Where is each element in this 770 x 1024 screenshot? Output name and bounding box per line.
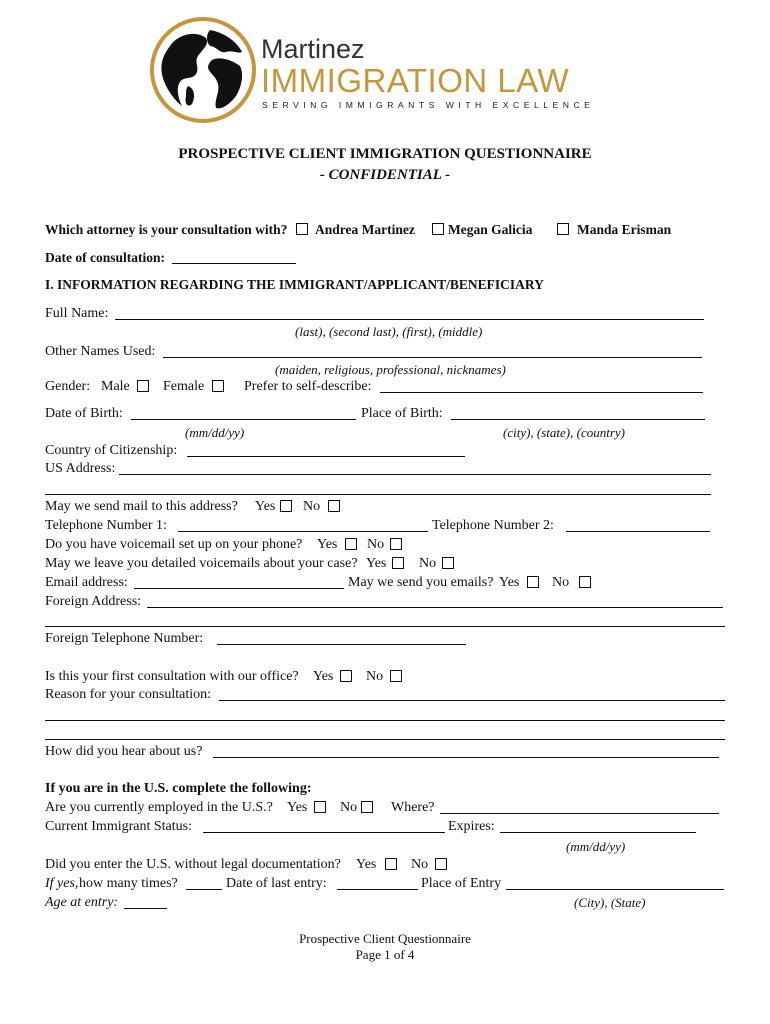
send-mail-label: May we send mail to this address?: [45, 499, 238, 514]
full-name-label: Full Name:: [45, 306, 109, 321]
entered-no-label: No: [411, 857, 429, 872]
attorney-manda-checkbox[interactable]: [557, 223, 569, 235]
leave-voicemail-no-checkbox[interactable]: [442, 557, 454, 569]
leave-voicemail-yes-label: Yes: [366, 556, 387, 571]
status-label: Current Immigrant Status:: [45, 819, 192, 834]
full-name-hint: (last), (second last), (first), (middle): [295, 324, 483, 339]
reason-field-line3[interactable]: [45, 739, 725, 740]
consultation-date-label: Date of consultation:: [45, 250, 165, 265]
place-entry-field[interactable]: [506, 889, 724, 890]
age-entry-field[interactable]: [124, 908, 167, 909]
leave-voicemail-label: May we leave you detailed voicemails about your case?: [45, 556, 358, 571]
citizenship-field[interactable]: [187, 456, 465, 457]
footer-page-number: Page 1 of 4: [355, 947, 415, 962]
voicemail-no-checkbox[interactable]: [390, 538, 402, 550]
leave-voicemail-no-label: No: [419, 556, 437, 571]
attorney-megan-label: Megan Galicia: [448, 222, 533, 237]
other-names-label: Other Names Used:: [45, 344, 156, 359]
send-mail-yes-checkbox[interactable]: [280, 500, 292, 512]
foreign-phone-field[interactable]: [217, 644, 466, 645]
if-yes-label: If yes,: [45, 876, 79, 891]
attorney-question: Which attorney is your consultation with?: [45, 222, 288, 237]
other-names-field[interactable]: [163, 357, 702, 358]
expires-field[interactable]: [500, 832, 696, 833]
gender-male-checkbox[interactable]: [137, 380, 149, 392]
attorney-andrea-checkbox[interactable]: [296, 223, 308, 235]
employed-yes-label: Yes: [287, 800, 308, 815]
employed-no-label: No: [340, 800, 358, 815]
page-title: PROSPECTIVE CLIENT IMMIGRATION QUESTIONNAIRE: [178, 146, 592, 162]
voicemail-label: Do you have voicemail set up on your phone?: [45, 537, 303, 552]
email-question-label: May we send you emails?: [348, 575, 494, 590]
first-consult-yes-label: Yes: [313, 669, 334, 684]
expires-hint: (mm/dd/yy): [566, 839, 626, 854]
how-many-label: how many times?: [79, 876, 178, 891]
pob-hint: (city), (state), (country): [503, 425, 626, 440]
page-subtitle: - CONFIDENTIAL -: [319, 167, 451, 183]
gender-female-checkbox[interactable]: [212, 380, 224, 392]
email-field[interactable]: [134, 588, 344, 589]
hear-field[interactable]: [213, 757, 719, 758]
hear-label: How did you hear about us?: [45, 744, 203, 759]
entered-label: Did you enter the U.S. without legal documentation?: [45, 857, 341, 872]
entered-no-checkbox[interactable]: [435, 858, 447, 870]
entered-yes-checkbox[interactable]: [385, 858, 397, 870]
email-yes-checkbox[interactable]: [527, 576, 539, 588]
pob-field[interactable]: [451, 419, 705, 420]
last-entry-field[interactable]: [337, 889, 418, 890]
dob-label: Date of Birth:: [45, 406, 123, 421]
foreign-address-field-line2[interactable]: [45, 626, 725, 627]
reason-field[interactable]: [219, 700, 725, 701]
logo-name: Martinez: [261, 34, 365, 64]
first-consult-no-label: No: [366, 669, 384, 684]
dob-field[interactable]: [131, 419, 356, 420]
employed-label: Are you currently employed in the U.S.?: [45, 800, 273, 815]
attorney-andrea-label: Andrea Martinez: [315, 222, 415, 237]
full-name-field[interactable]: [115, 319, 704, 320]
gender-self-describe-label: Prefer to self-describe:: [244, 379, 372, 394]
us-address-field-line2[interactable]: [45, 494, 711, 495]
expires-label: Expires:: [448, 819, 495, 834]
entered-yes-label: Yes: [356, 857, 377, 872]
age-entry-label: Age at entry:: [45, 895, 119, 910]
leave-voicemail-yes-checkbox[interactable]: [392, 557, 404, 569]
first-consult-no-checkbox[interactable]: [390, 670, 402, 682]
last-entry-label: Date of last entry:: [226, 876, 327, 891]
footer-title: Prospective Client Questionnaire: [299, 931, 471, 946]
phone1-field[interactable]: [178, 531, 428, 532]
email-label: Email address:: [45, 575, 128, 590]
phone2-label: Telephone Number 2:: [432, 518, 554, 533]
section-heading: I. INFORMATION REGARDING THE IMMIGRANT/APPLICANT/BENEFICIARY: [45, 277, 544, 292]
pob-label: Place of Birth:: [361, 406, 443, 421]
globe-icon: [148, 16, 258, 124]
email-yes-label: Yes: [499, 575, 520, 590]
foreign-address-field[interactable]: [147, 607, 723, 608]
phone2-field[interactable]: [566, 531, 710, 532]
consultation-date-field[interactable]: [172, 263, 296, 264]
place-entry-label: Place of Entry: [421, 876, 502, 891]
employed-where-label: Where?: [391, 800, 435, 815]
us-address-label: US Address:: [45, 461, 116, 476]
phone1-label: Telephone Number 1:: [45, 518, 167, 533]
logo-tagline: SERVING IMMIGRANTS WITH EXCELLENCE: [262, 100, 595, 110]
employed-no-checkbox[interactable]: [361, 801, 373, 813]
reason-label: Reason for your consultation:: [45, 687, 212, 702]
voicemail-yes-label: Yes: [317, 537, 338, 552]
employed-where-field[interactable]: [440, 813, 719, 814]
gender-self-describe-field[interactable]: [380, 392, 703, 393]
send-mail-no-label: No: [303, 499, 321, 514]
other-names-hint: (maiden, religious, professional, nicknames): [275, 362, 506, 377]
first-consult-label: Is this your first consultation with our office?: [45, 669, 299, 684]
gender-label: Gender:: [45, 379, 91, 394]
us-section-heading: If you are in the U.S. complete the following:: [45, 781, 312, 796]
place-entry-hint: (City), (State): [574, 895, 646, 910]
voicemail-no-label: No: [367, 537, 385, 552]
email-no-checkbox[interactable]: [579, 576, 591, 588]
gender-female-label: Female: [163, 379, 205, 394]
status-field[interactable]: [203, 832, 445, 833]
email-no-label: No: [552, 575, 570, 590]
first-consult-yes-checkbox[interactable]: [340, 670, 352, 682]
attorney-megan-checkbox[interactable]: [432, 223, 444, 235]
logo-firm: IMMIGRATION LAW: [261, 62, 570, 99]
how-many-field[interactable]: [186, 889, 222, 890]
send-mail-no-checkbox[interactable]: [328, 500, 340, 512]
gender-male-label: Male: [101, 379, 130, 394]
send-mail-yes-label: Yes: [255, 499, 276, 514]
employed-yes-checkbox[interactable]: [314, 801, 326, 813]
citizenship-label: Country of Citizenship:: [45, 443, 178, 458]
foreign-phone-label: Foreign Telephone Number:: [45, 631, 204, 646]
voicemail-yes-checkbox[interactable]: [345, 538, 357, 550]
attorney-manda-label: Manda Erisman: [577, 222, 672, 237]
us-address-field[interactable]: [119, 474, 711, 475]
reason-field-line2[interactable]: [45, 720, 725, 721]
foreign-address-label: Foreign Address:: [45, 594, 142, 609]
dob-hint: (mm/dd/yy): [185, 425, 245, 440]
